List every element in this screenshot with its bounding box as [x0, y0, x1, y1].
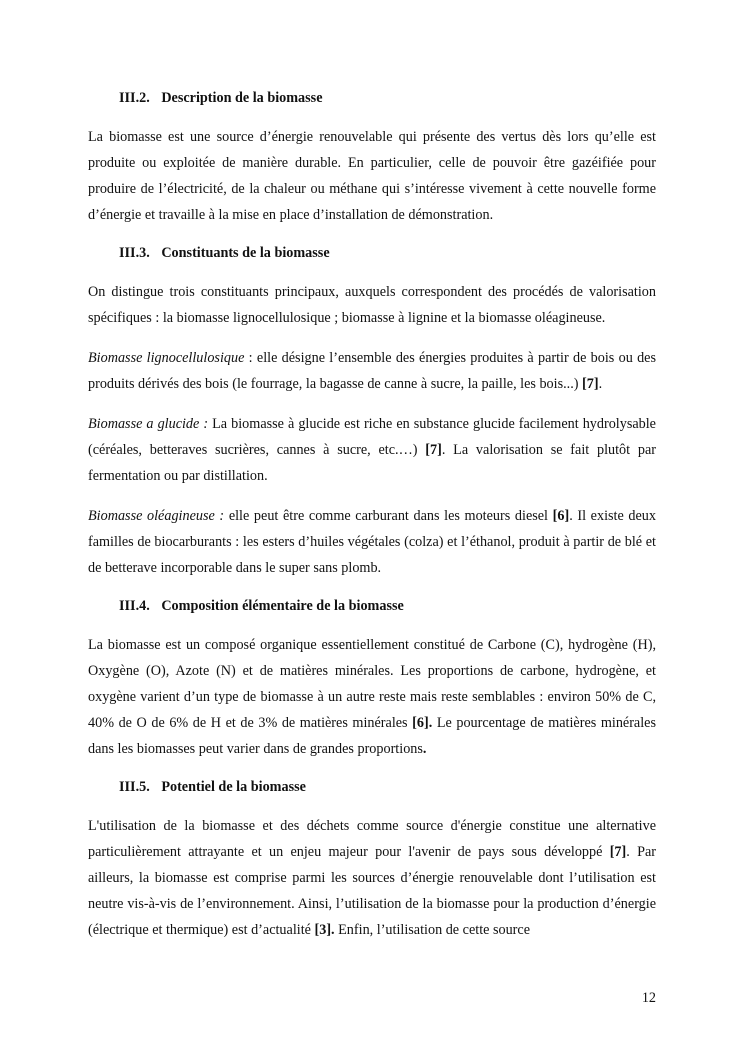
definition-item: [88, 503, 656, 581]
citation-ref: [6].: [412, 715, 433, 731]
citation-ref: [7]: [425, 442, 442, 458]
paragraph-tail: Le pourcentage de matières minérales dans les biomasses peut varier dans de grandes proportions: [88, 715, 656, 757]
document-page: [88, 87, 656, 957]
paragraph-text: . Par ailleurs, la biomasse est comprise parmi les sources d’énergie renouvelable dont l’utilisation est neutre vis-à-vis de l’environnement. Ainsi, l’utilisation de la biomasse pour la production d’énergie (électrique et thermique) est d’actualité: [88, 844, 656, 938]
citation-ref: [7]: [609, 844, 627, 860]
definition-text: La biomasse à glucide est riche en substance glucide facilement hydrolysable (céréales, betteraves sucrières, cannes à sucre, etc.…): [88, 416, 656, 458]
section-number: III.2.: [119, 90, 150, 106]
definition-term: Biomasse oléagineuse :: [88, 508, 225, 524]
section-title: Description de la biomasse: [161, 90, 323, 106]
paragraph: [88, 632, 656, 762]
definition-item: [88, 411, 656, 489]
section-title: Composition élémentaire de la biomasse: [161, 598, 404, 614]
separator: :: [244, 350, 257, 366]
paragraph: La biomasse est une source d’énergie renouvelable qui présente des vertus dès lors qu’elle est produite ou exploitée de manière durable. En particulier, celle de pouvoir être gazéifiée pour produire de l’électricité, de la chaleur ou méthane qui s’intéresse vivement à cette nouvelle forme d’énergie et travaille à la mise en place d’installation de démonstration.: [88, 129, 656, 223]
page-number: 12: [641, 990, 656, 1006]
section-title: Constituants de la biomasse: [161, 245, 330, 261]
section-heading-iii-5: [119, 776, 656, 798]
paragraph: [88, 813, 656, 943]
citation-ref: [3].: [314, 922, 335, 938]
section-number: III.3.: [119, 245, 150, 261]
citation-ref: [7]: [582, 376, 599, 392]
definition-term: Biomasse lignocellulosique: [88, 350, 245, 366]
paragraph: On distingue trois constituants principaux, auxquels correspondent des procédés de valorisation spécifiques : la biomasse lignocellulosique ; biomasse à lignine et la biomasse oléagineuse.: [88, 284, 656, 326]
section-number: III.5.: [119, 779, 150, 795]
definition-tail: . La valorisation se fait plutôt par fermentation ou par distillation.: [88, 442, 656, 484]
paragraph-text: La biomasse est un composé organique essentiellement constitué de Carbone (C), hydrogène (H), Oxygène (O), Azote (N) et de matières minérales. Les proportions de carbone, hydrogène, et oxygène varient d’un type de biomasse à un autre reste mais reste semblables : environ 50% de C, 40% de O de 6% de H et de 3% de matières minérales: [88, 637, 656, 731]
section-heading-iii-4: [119, 595, 656, 617]
definition-tail: .: [598, 376, 603, 392]
definition-text: elle peut être comme carburant dans les moteurs diesel: [228, 508, 553, 524]
definition-tail: . Il existe deux familles de biocarburants : les esters d’huiles végétales (colza) et l’éthanol, produit à partir de blé et de betterave incorporable dans le super sans plomb.: [88, 508, 656, 576]
section-heading-iii-2: [119, 87, 656, 109]
paragraph-text: Enfin, l’utilisation de cette source: [334, 922, 531, 938]
citation-ref: [6]: [552, 508, 570, 524]
paragraph-end: .: [422, 741, 427, 757]
section-number: III.4.: [119, 598, 150, 614]
paragraph-text: L'utilisation de la biomasse et des déchets comme source d'énergie constitue une alternative particulièrement attrayante et un enjeu majeur pour l'avenir de pays sous développé: [88, 818, 656, 860]
section-title: Potentiel de la biomasse: [161, 779, 306, 795]
definition-item: [88, 345, 656, 397]
section-heading-iii-3: [119, 242, 656, 264]
definition-term: Biomasse a glucide :: [88, 416, 209, 432]
definition-text: elle désigne l’ensemble des énergies produites à partir de bois ou des produits dérivés des bois (le fourrage, la bagasse de canne à sucre, la paille, les bois...): [88, 350, 656, 392]
